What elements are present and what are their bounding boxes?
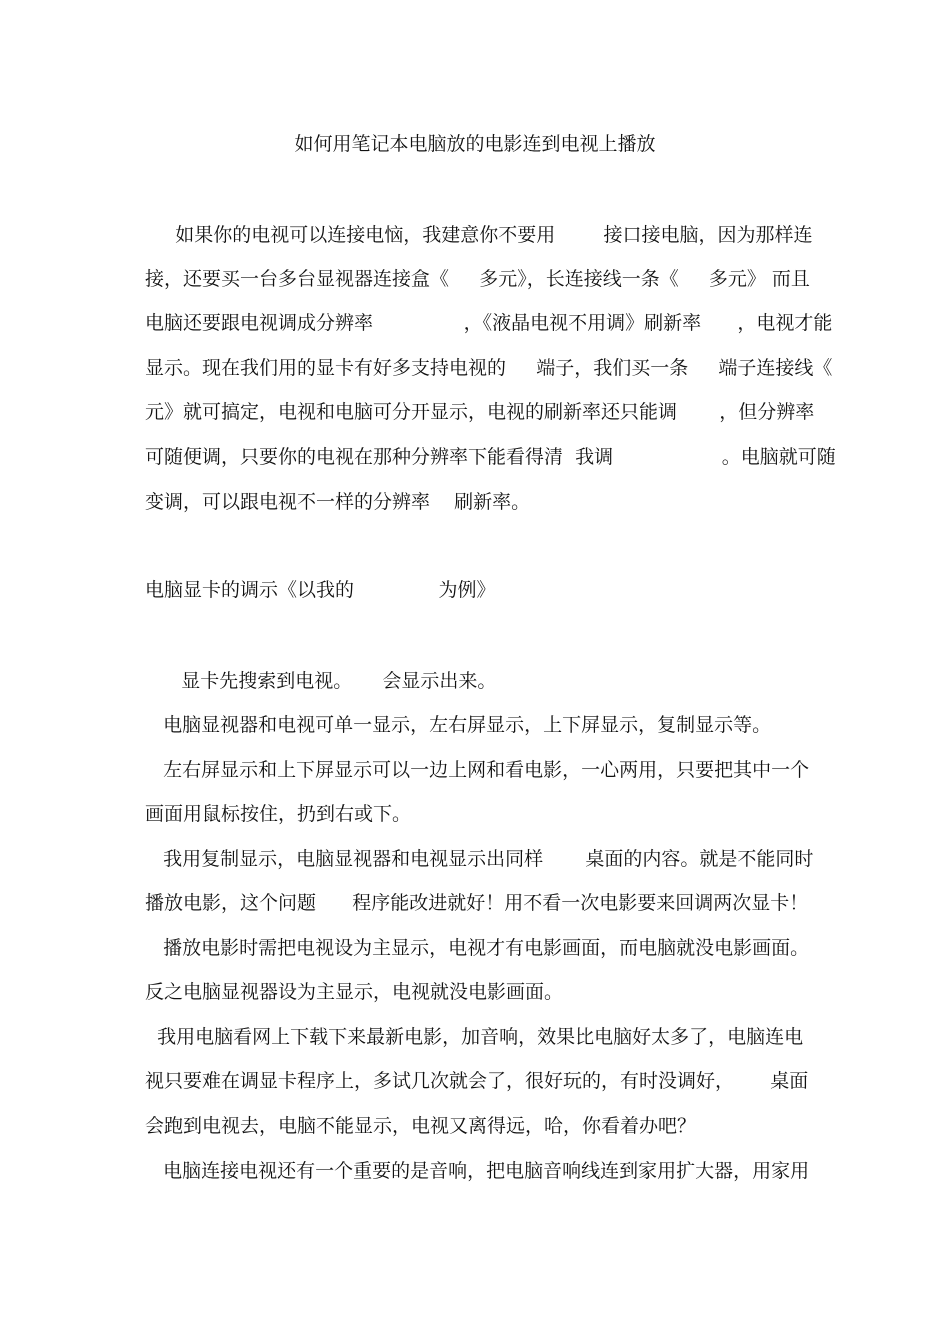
paragraph-line: 会跑到电视去，电脑不能显示，电视又离得远，哈，你看着办吧？ [145,1115,697,1137]
paragraph-line: 电脑连接电视还有一个重要的是音响，把电脑音响线连到家用扩大器，用家用 [145,1160,810,1182]
paragraph-line: 如果你的电视可以连接电恼，我建意你不要用 接口接电脑，因为那样连 [145,224,813,246]
paragraph-line: 电脑还要跟电视调成分辨率 ，《液晶电视不用调》刷新率 ，电视才能 [145,312,833,334]
paragraph-line: 变调，可以跟电视不一样的分辨率 刷新率。 [145,491,531,513]
paragraph-line: 电脑显视器和电视可单一显示，左右屏显示，上下屏显示，复制显示等。 [145,714,772,736]
paragraph-line: 播放电影，这个问题 程序能改进就好！用不看一次电影要来回调两次显卡！ [145,892,809,914]
paragraph-line: 画面用鼠标按住，扔到右或下。 [145,803,412,825]
paragraph-line: 左右屏显示和上下屏显示可以一边上网和看电影，一心两用，只要把其中一个 [145,759,810,781]
document-title: 如何用笔记本电脑放的电影连到电视上播放 [294,133,656,155]
section-heading: 电脑显卡的调示《以我的 为例》 [145,579,496,601]
paragraph-line: 元》就可搞定，电视和电脑可分开显示，电视的刷新率还只能调 ，但分辨率 [145,401,815,423]
paragraph-line: 我用复制显示，电脑显视器和电视显示出同样 桌面的内容。就是不能同时 [145,848,814,870]
paragraph-line: 显卡先搜索到电视。 会显示出来。 [145,670,497,692]
paragraph-line: 我用电脑看网上下载下来最新电影，加音响，效果比电脑好太多了，电脑连电 [145,1026,804,1048]
paragraph-line: 视只要难在调显卡程序上，多试几次就会了，很好玩的，有时没调好， 桌面 [145,1070,809,1092]
paragraph-line: 反之电脑显视器设为主显示，电视就没电影画面。 [145,981,564,1003]
paragraph-line: 可随便调，只要你的电视在那种分辨率下能看得清 我调 。电脑就可随 [145,446,836,468]
paragraph-line: 播放电影时需把电视设为主显示，电视才有电影画面，而电脑就没电影画面。 [145,937,810,959]
paragraph-line: 显示。现在我们用的显卡有好多支持电视的 端子，我们买一条 端子连接线《 [145,357,833,379]
paragraph-line: 接，还要买一台多台显视器连接盒《 多元》，长连接线一条《 多元》 而且 [145,268,810,290]
